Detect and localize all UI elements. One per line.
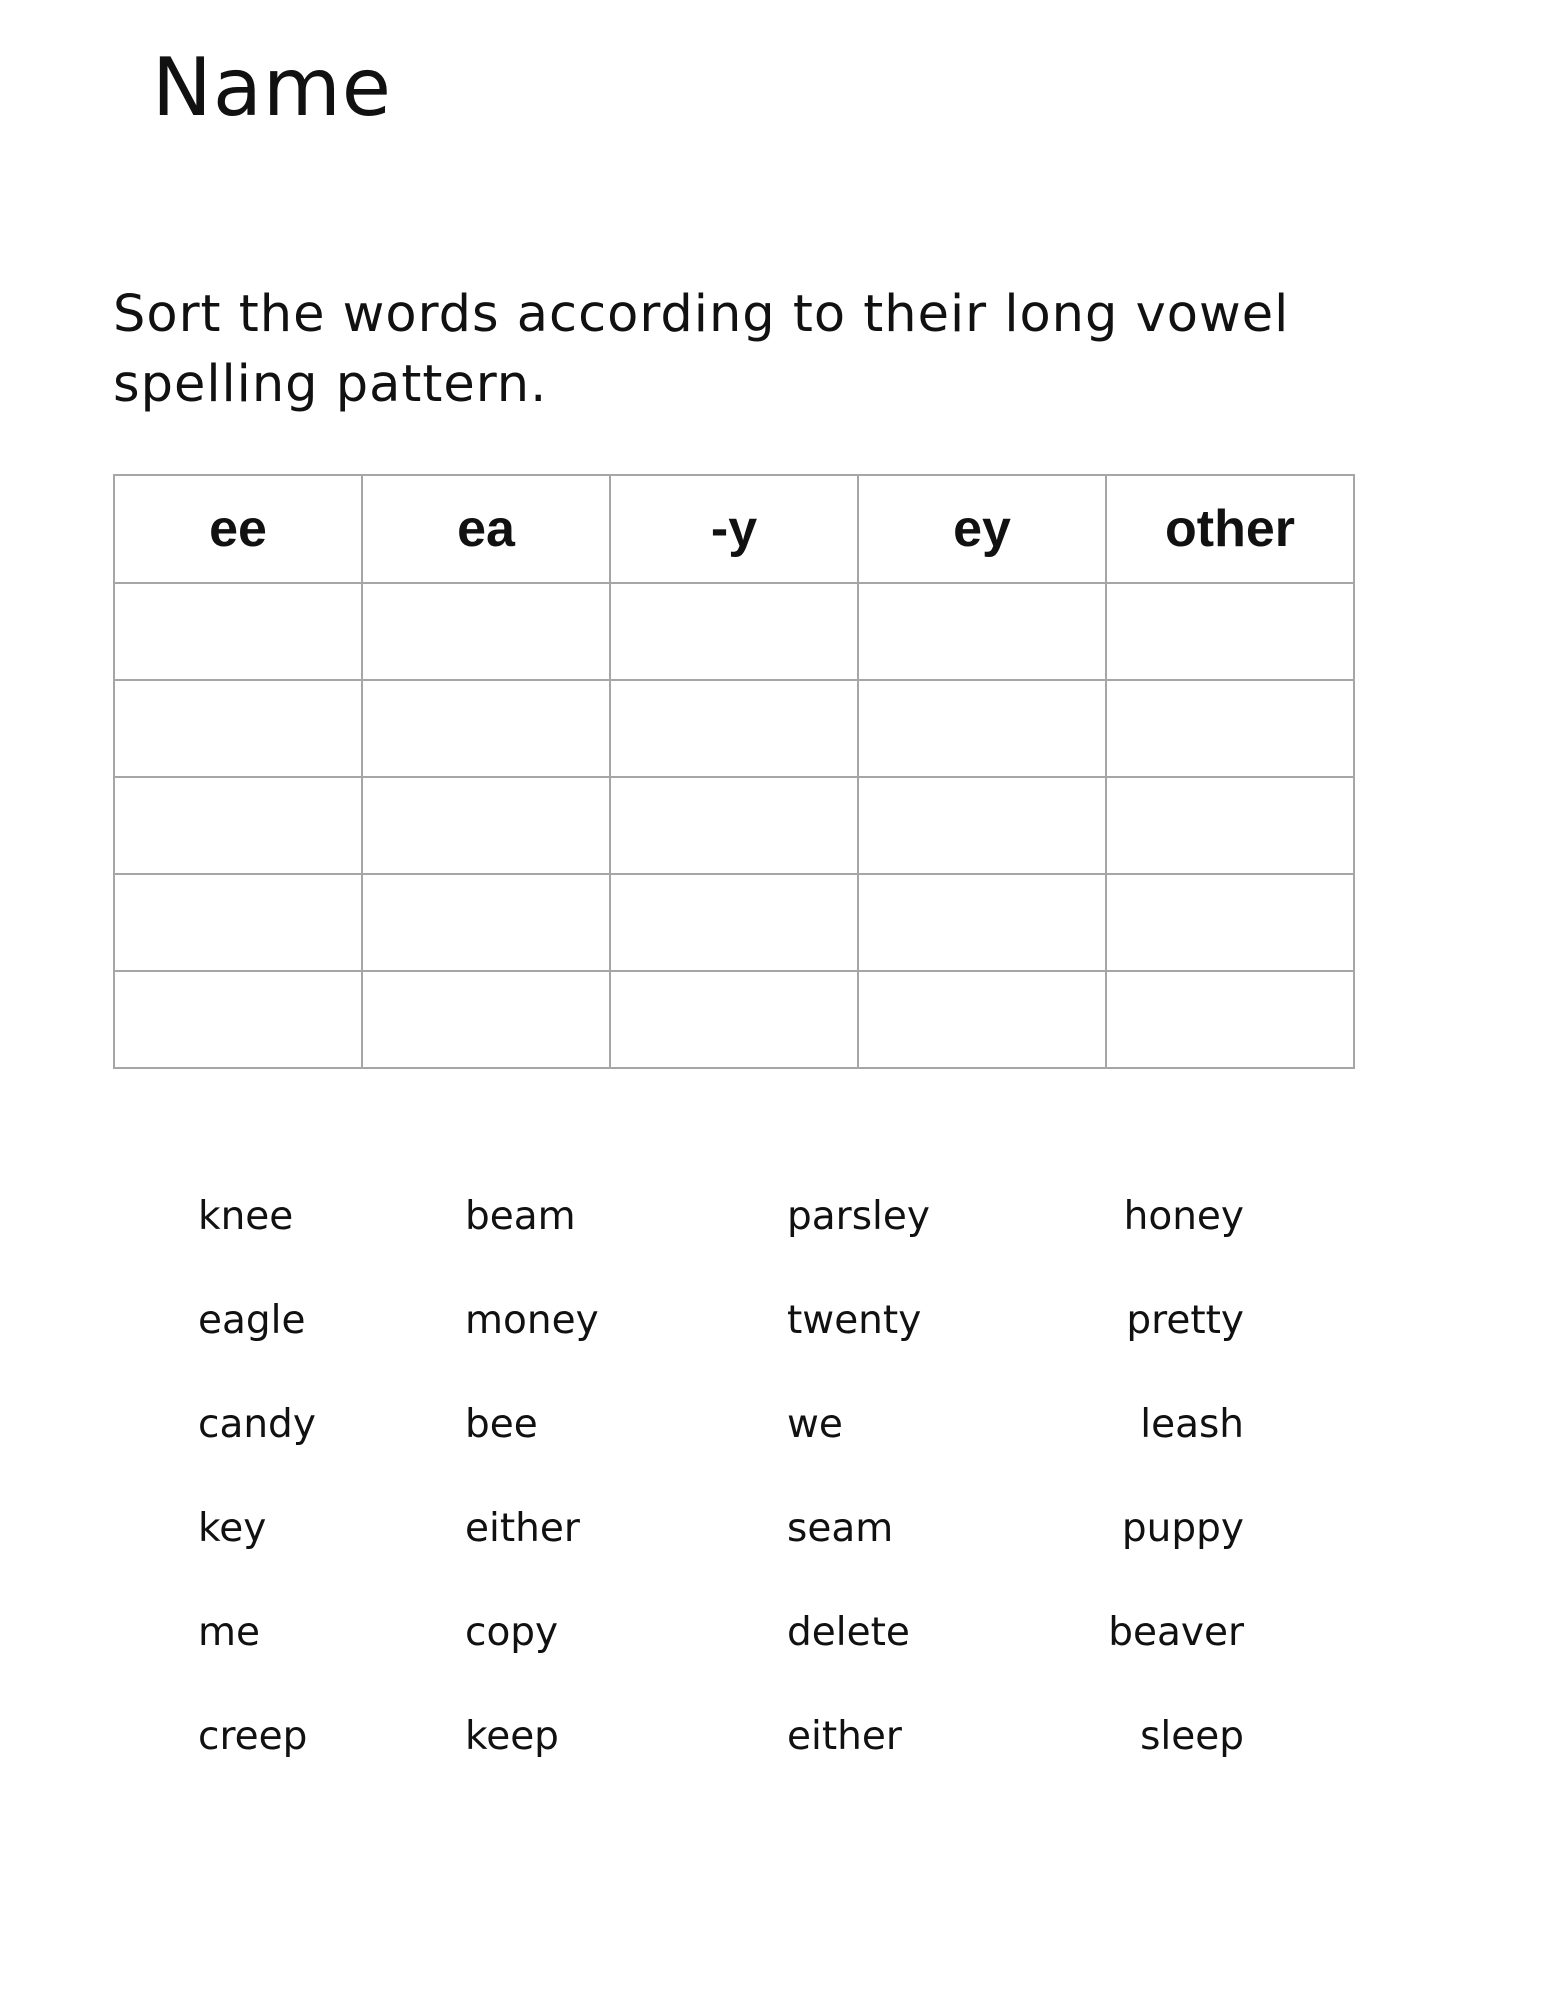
column-header-ey: ey bbox=[858, 475, 1106, 583]
column-header-ea: ea bbox=[362, 475, 610, 583]
answer-cell[interactable] bbox=[114, 583, 362, 680]
answer-cell[interactable] bbox=[114, 680, 362, 777]
column-header-other: other bbox=[1106, 475, 1354, 583]
answer-cell[interactable] bbox=[610, 583, 858, 680]
table-row bbox=[114, 971, 1354, 1068]
word-item: eagle bbox=[198, 1298, 306, 1343]
word-bank-column-1 bbox=[198, 1190, 316, 1814]
word-item: delete bbox=[787, 1610, 910, 1655]
answer-cell[interactable] bbox=[610, 971, 858, 1068]
word-item: honey bbox=[1123, 1194, 1244, 1239]
column-header-y: -y bbox=[610, 475, 858, 583]
word-item: creep bbox=[198, 1714, 308, 1759]
sort-table bbox=[113, 474, 1355, 1069]
answer-cell[interactable] bbox=[858, 680, 1106, 777]
answer-cell[interactable] bbox=[610, 777, 858, 874]
table-row bbox=[114, 583, 1354, 680]
answer-cell[interactable] bbox=[362, 680, 610, 777]
word-item: twenty bbox=[787, 1298, 922, 1343]
word-item: either bbox=[787, 1714, 902, 1759]
answer-cell[interactable] bbox=[114, 971, 362, 1068]
sort-table-header-row bbox=[114, 475, 1354, 583]
word-bank bbox=[0, 1190, 1545, 1790]
word-item: beaver bbox=[1108, 1610, 1244, 1655]
answer-cell[interactable] bbox=[362, 874, 610, 971]
answer-cell[interactable] bbox=[362, 777, 610, 874]
word-item: knee bbox=[198, 1194, 294, 1239]
answer-cell[interactable] bbox=[114, 874, 362, 971]
column-header-ee: ee bbox=[114, 475, 362, 583]
answer-cell[interactable] bbox=[858, 971, 1106, 1068]
table-row bbox=[114, 874, 1354, 971]
word-bank-column-3 bbox=[787, 1190, 930, 1814]
word-item: me bbox=[198, 1610, 260, 1655]
answer-cell[interactable] bbox=[1106, 777, 1354, 874]
answer-cell[interactable] bbox=[858, 777, 1106, 874]
word-item: key bbox=[198, 1506, 267, 1551]
word-item: money bbox=[465, 1298, 599, 1343]
word-item: seam bbox=[787, 1506, 894, 1551]
word-item: bee bbox=[465, 1402, 538, 1447]
word-item: sleep bbox=[1140, 1714, 1244, 1759]
word-item: keep bbox=[465, 1714, 559, 1759]
word-item: candy bbox=[198, 1402, 316, 1447]
name-label: Name bbox=[152, 41, 393, 134]
answer-cell[interactable] bbox=[1106, 680, 1354, 777]
word-item: leash bbox=[1140, 1402, 1244, 1447]
answer-cell[interactable] bbox=[1106, 583, 1354, 680]
word-bank-column-4 bbox=[1000, 1190, 1244, 1814]
word-item: parsley bbox=[787, 1194, 930, 1239]
answer-cell[interactable] bbox=[362, 583, 610, 680]
answer-cell[interactable] bbox=[610, 680, 858, 777]
word-item: pretty bbox=[1126, 1298, 1244, 1343]
word-item: copy bbox=[465, 1610, 559, 1655]
answer-cell[interactable] bbox=[1106, 874, 1354, 971]
word-item: we bbox=[787, 1402, 843, 1447]
answer-cell[interactable] bbox=[858, 583, 1106, 680]
word-item: puppy bbox=[1121, 1506, 1244, 1551]
answer-cell[interactable] bbox=[610, 874, 858, 971]
instructions-text: Sort the words according to their long vowel spelling pattern. bbox=[113, 285, 1290, 414]
table-row bbox=[114, 777, 1354, 874]
answer-cell[interactable] bbox=[1106, 971, 1354, 1068]
answer-cell[interactable] bbox=[858, 874, 1106, 971]
word-item: either bbox=[465, 1506, 580, 1551]
word-bank-column-2 bbox=[465, 1190, 599, 1814]
word-item: beam bbox=[465, 1194, 576, 1239]
answer-cell[interactable] bbox=[362, 971, 610, 1068]
table-row bbox=[114, 680, 1354, 777]
answer-cell[interactable] bbox=[114, 777, 362, 874]
